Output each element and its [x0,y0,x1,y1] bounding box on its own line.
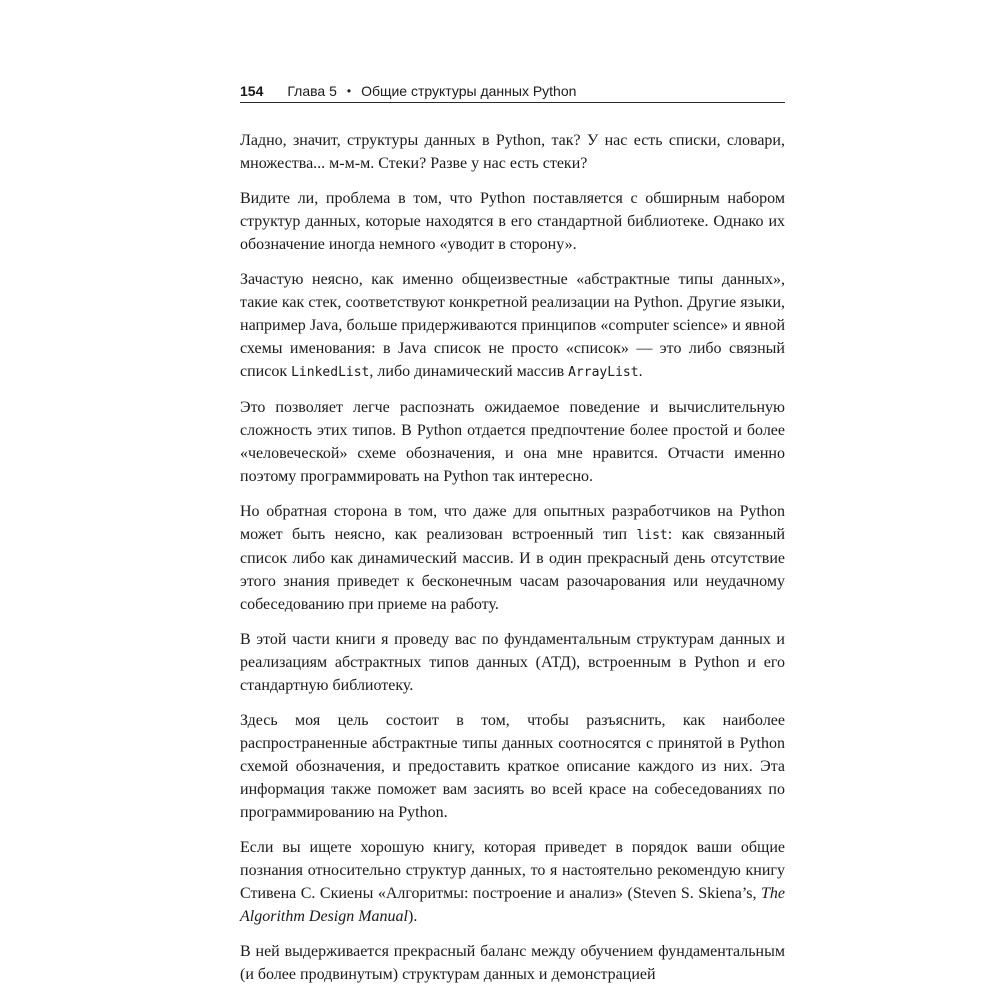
paragraph-3 [240,268,785,384]
paragraph-3-text-b: , либо динамический массив [369,363,569,380]
chapter-label: Глава 5 [287,83,337,99]
running-header [240,72,785,103]
paragraph-5-text-b: : как связанный список либо как динамический массив. И в один прекрасный день отсутствие этого знания приведет к бесконечным часам разочарования или неудачному собеседованию при приеме на работу. [240,526,786,613]
paragraph-2: Видите ли, проблема в том, что Python поставляется с обширным набором структур данных, которые находятся в его стандартной библиотеке. Однако их обозначение иногда немного «уводит в сторону». [240,190,785,253]
paragraph-4: Это позволяет легче распознать ожидаемое поведение и вычислительную сложность этих типов. В Python отдается предпочтение более простой и более «человеческой» схеме обозначения, и она мне нравится. Отчасти именно поэтому программировать на Python так интересно. [240,399,785,485]
paragraph-9: В ней выдерживается прекрасный баланс между обучением фундаментальным (и более продвинутым) структурам данных и демонстрацией [240,943,785,983]
code-list: list [636,528,668,543]
chapter-title: Общие структуры данных Python [361,83,577,99]
paragraph-3-text-c: . [638,363,643,380]
paragraph-7: Здесь моя цель состоит в том, чтобы разъяснить, как наиболее распространенные абстрактные типы данных соотносятся с принятой в Python схемой обозначения, и предоставить краткое описание каждого из них. Эта информация также поможет вам засиять во всей красе на собеседованиях по программированию на Python. [240,712,785,821]
header-bullet: • [346,84,352,98]
paragraph-1: Ладно, значит, структуры данных в Python, так? У нас есть списки, словари, множества... м-м-м. Стеки? Разве у нас есть стеки? [240,132,785,172]
code-arraylist: ArrayList [568,365,639,380]
body-text [240,129,785,998]
paragraph-8-text-b: ). [408,908,418,925]
page-number: 154 [240,83,264,99]
code-linkedlist: LinkedList [291,365,370,380]
paragraph-5 [240,500,785,616]
paragraph-3-text-a: Зачастую неясно, как именно общеизвестные «абстрактные типы данных», такие как стек, соответствуют конкретной реализации на Python. Другие языки, например Java, больше придерживаются принципов «computer science» и явной схемы именования: в Java список не просто «список» — это либо связный список [240,271,785,380]
paragraph-6: В этой части книги я проведу вас по фундаментальным структурам данных и реализациям абстрактных типов данных (АТД), встроенным в Python и его стандартную библиотеку. [240,631,785,694]
paragraph-5-text-a: Но обратная сторона в том, что даже для опытных разработчиков на Python может быть неясно, как реализован встроенный тип [240,503,785,543]
paragraph-3-end [568,363,642,380]
paragraph-8 [240,836,785,928]
paragraph-8-text-a: Если вы ищете хорошую книгу, которая приведет в порядок ваши общие познания относительно структур данных, то я настоятельно рекомендую книгу Стивена С. Скиены «Алгоритмы: построение и анализ» (Steven S. Skiena’s, [240,839,785,902]
book-title: The Algorithm Design Manual [240,885,785,925]
